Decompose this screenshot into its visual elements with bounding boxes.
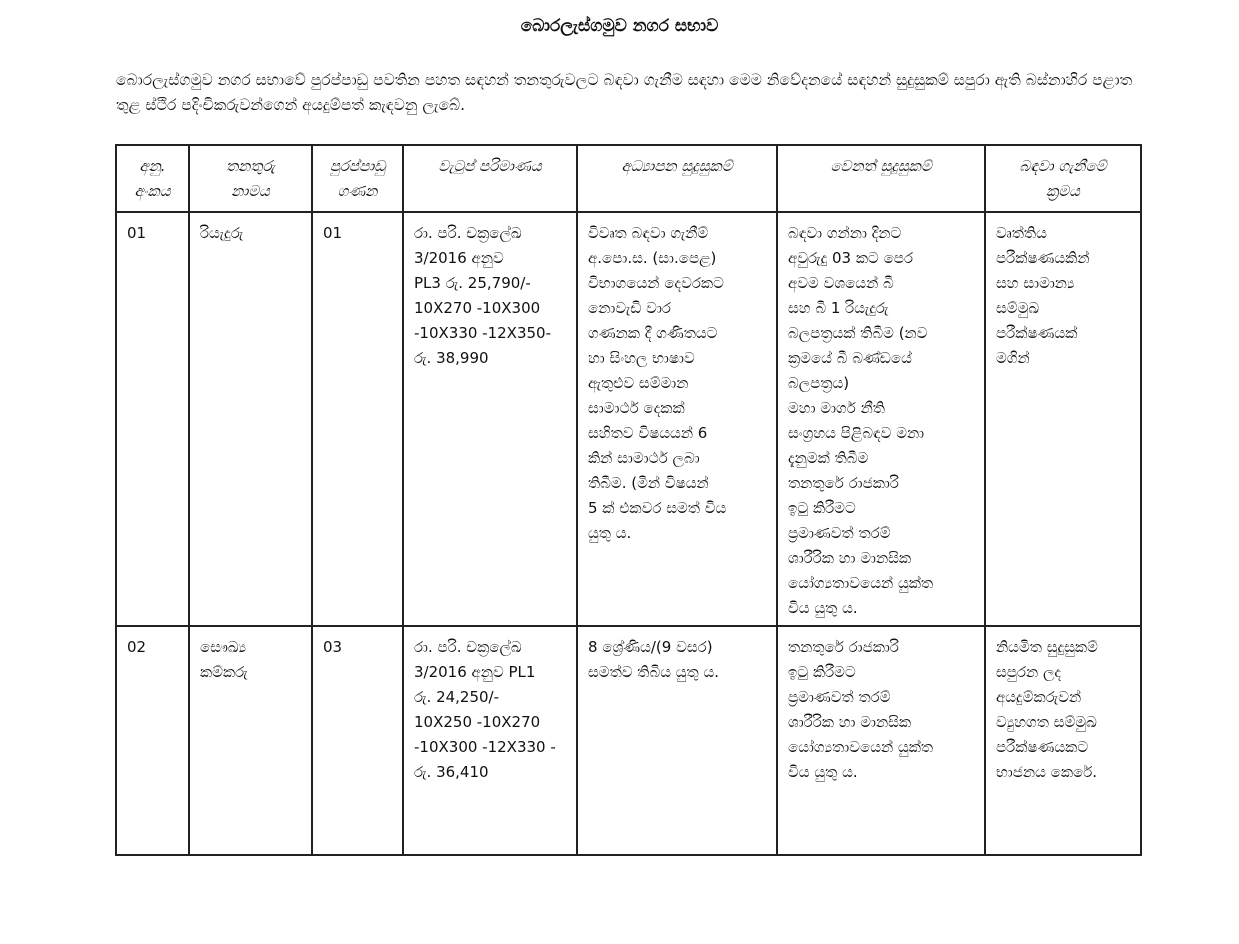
cell-serial-no: 02 [116,626,189,855]
table-row [116,212,1141,626]
cell-post-name: රියැදුරු [189,212,312,626]
cell-other-qualifications: තනතුරේ රාජකාරි ඉටු කිරීමට ප්‍රමාණවත් තරම් ශාරීරික හා මානසික යෝග්‍යතාවයෙන් යුක්ත විය යුතු ය. [777,626,985,855]
vacancy-table [115,144,1142,856]
header-vacancy-count: පුරප්පාඩු ගණන [312,145,403,212]
header-recruitment-method: බඳවා ගැනීමේ ක්‍රමය [985,145,1141,212]
cell-recruitment-method: නියමිත සුදුසුකම් සපුරන ලද අයදුම්කරුවන් ව්‍යුහගත සම්මුඛ පරීක්ෂණයකට භාජනය කෙරේ. [985,626,1141,855]
header-post-name: තනතුරු නාමය [189,145,312,212]
header-salary-scale: වැටුප් පරිමාණය [403,145,577,212]
header-other-qualifications: වෙනත් සුදුසුකම් [777,145,985,212]
cell-recruitment-method: වෘත්තිය පරීක්ෂණයකින් සහ සාමාන්‍ය සම්මුඛ පරීක්ෂණයක් මගින් [985,212,1141,626]
cell-education: 8 ශ්‍රේණිය/(9 වසර) සමත්ව තිබිය යුතු ය. [577,626,777,855]
intro-paragraph: බොරලැස්ගමුව නගර සභාවේ පුරප්පාඩු පවතින පහත සඳහන් තනතුරුවලට බඳවා ගැනීම සඳහා මෙම නිවේදනයේ සඳහන් සුදුසුකම් සපුරා ඇති බස්නාහිර පළාත තුළ ස්ථිර පදිංචිකරුවන්ගෙන් අයදුම්පත් කැඳවනු ලැබේ. [116,71,1133,114]
cell-serial-no: 01 [116,212,189,626]
cell-other-qualifications: බඳවා ගන්නා දිනට අවුරුදු 03 කට පෙර අවම වශයෙන් බී සහ බී 1 රියැදුරු බලපත්‍රයක් තිබීම (නව ක්‍රමයේ බී බණ්ඩයේ බලපත්‍රය) මහා මාර්ග නීති සංග්‍රහය පිළිබඳව මනා දැනුමක් තිබීම තනතුරේ රාජකාරි ඉටු කිරීමට ප්‍රමාණවත් තරම් ශාරීරික හා මානසික යෝග්‍යතාවයෙන් යුක්ත විය යුතු ය. [777,212,985,626]
cell-vacancy-count: 03 [312,626,403,855]
header-education: අධ්‍යාපන සුදුසුකම් [577,145,777,212]
cell-vacancy-count: 01 [312,212,403,626]
page-title: බොරලැස්ගමුව නගර සභාව [520,16,719,36]
cell-post-name: සෞඛ්‍ය කම්කරු [189,626,312,855]
cell-salary-scale: රා. පරි. චක්‍රලේඛ 3/2016 අනුව PL3 රු. 25,790/- 10X270 -10X300 -10X330 -12X350- රු. 38,990 [403,212,577,626]
cell-education: විවෘත බඳවා ගැනීම් අ.පො.ස. (සා.පෙළ) විභාගයෙන් දෙවරකට නොවැඩි වාර ගණනක දී ගණිතයට හා සිංහල භාෂාව ඇතුළුව සම්මාන සාමාර්ථ දෙකක් සහිතව විෂයයන් 6 කින් සාමාර්ථ ලබා තිබීම. (මින් විෂයන් 5 ක් එකවර සමත් විය යුතු ය. [577,212,777,626]
cell-salary-scale: රා. පරි. චක්‍රලේඛ 3/2016 අනුව PL1 රු. 24,250/- 10X250 -10X270 -10X300 -12X330 - රු. 36,410 [403,626,577,855]
header-serial-no: අනු. අංකය [116,145,189,212]
table-row [116,626,1141,855]
table-header-row [116,145,1141,212]
